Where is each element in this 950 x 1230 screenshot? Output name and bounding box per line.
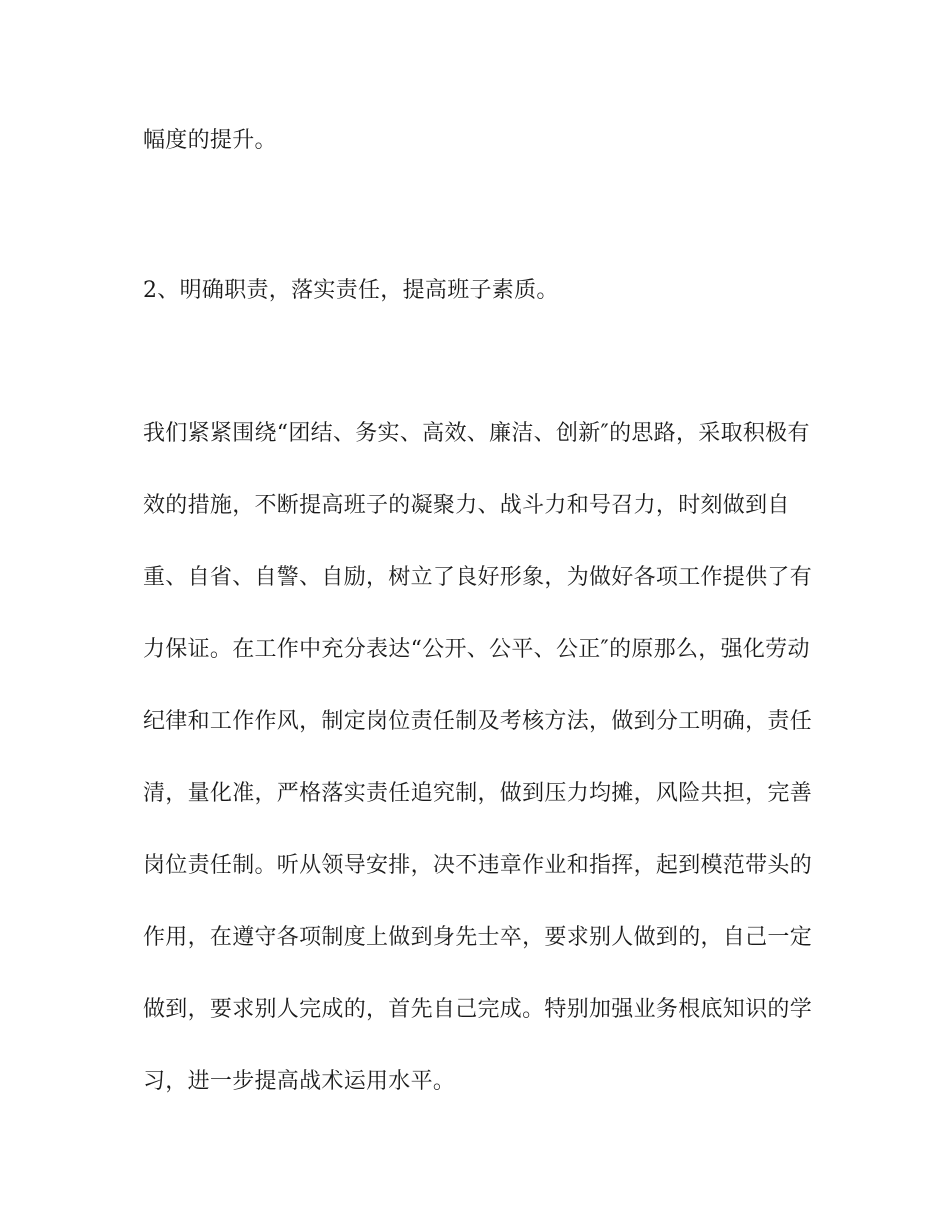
paragraph-line: 纪律和工作作风，制定岗位责任制及考核方法，做到分工明确，责任 bbox=[143, 709, 813, 734]
paragraph-line: 效的措施，不断提高班子的凝聚力、战斗力和号召力，时刻做到自 bbox=[143, 493, 790, 518]
paragraph-line: 重、自省、自警、自励，树立了良好形象，为做好各项工作提供了有 bbox=[143, 565, 813, 590]
paragraph-line: 习，进一步提高战术运用水平。 bbox=[143, 1069, 456, 1094]
paragraph-line: 我们紧紧围绕“团结、务实、高效、廉洁、创新″的思路，采取积极有 bbox=[143, 421, 810, 446]
paragraph-line: 力保证。在工作中充分表达“公开、公平、公正″的原那么，强化劳动 bbox=[143, 637, 810, 662]
paragraph-line: 岗位责任制。听从领导安排，决不违章作业和指挥，起到模范带头的 bbox=[143, 853, 813, 878]
continuation-line: 幅度的提升。 bbox=[143, 128, 277, 153]
section-heading: 2、明确职责，落实责任，提高班子素质。 bbox=[143, 278, 559, 303]
paragraph-line: 做到，要求别人完成的，首先自己完成。特别加强业务根底知识的学 bbox=[143, 997, 813, 1022]
paragraph-line: 作用，在遵守各项制度上做到身先士卒，要求别人做到的，自己一定 bbox=[143, 925, 813, 950]
paragraph-line: 清，量化准，严格落实责任追究制，做到压力均摊，风险共担，完善 bbox=[143, 781, 813, 806]
